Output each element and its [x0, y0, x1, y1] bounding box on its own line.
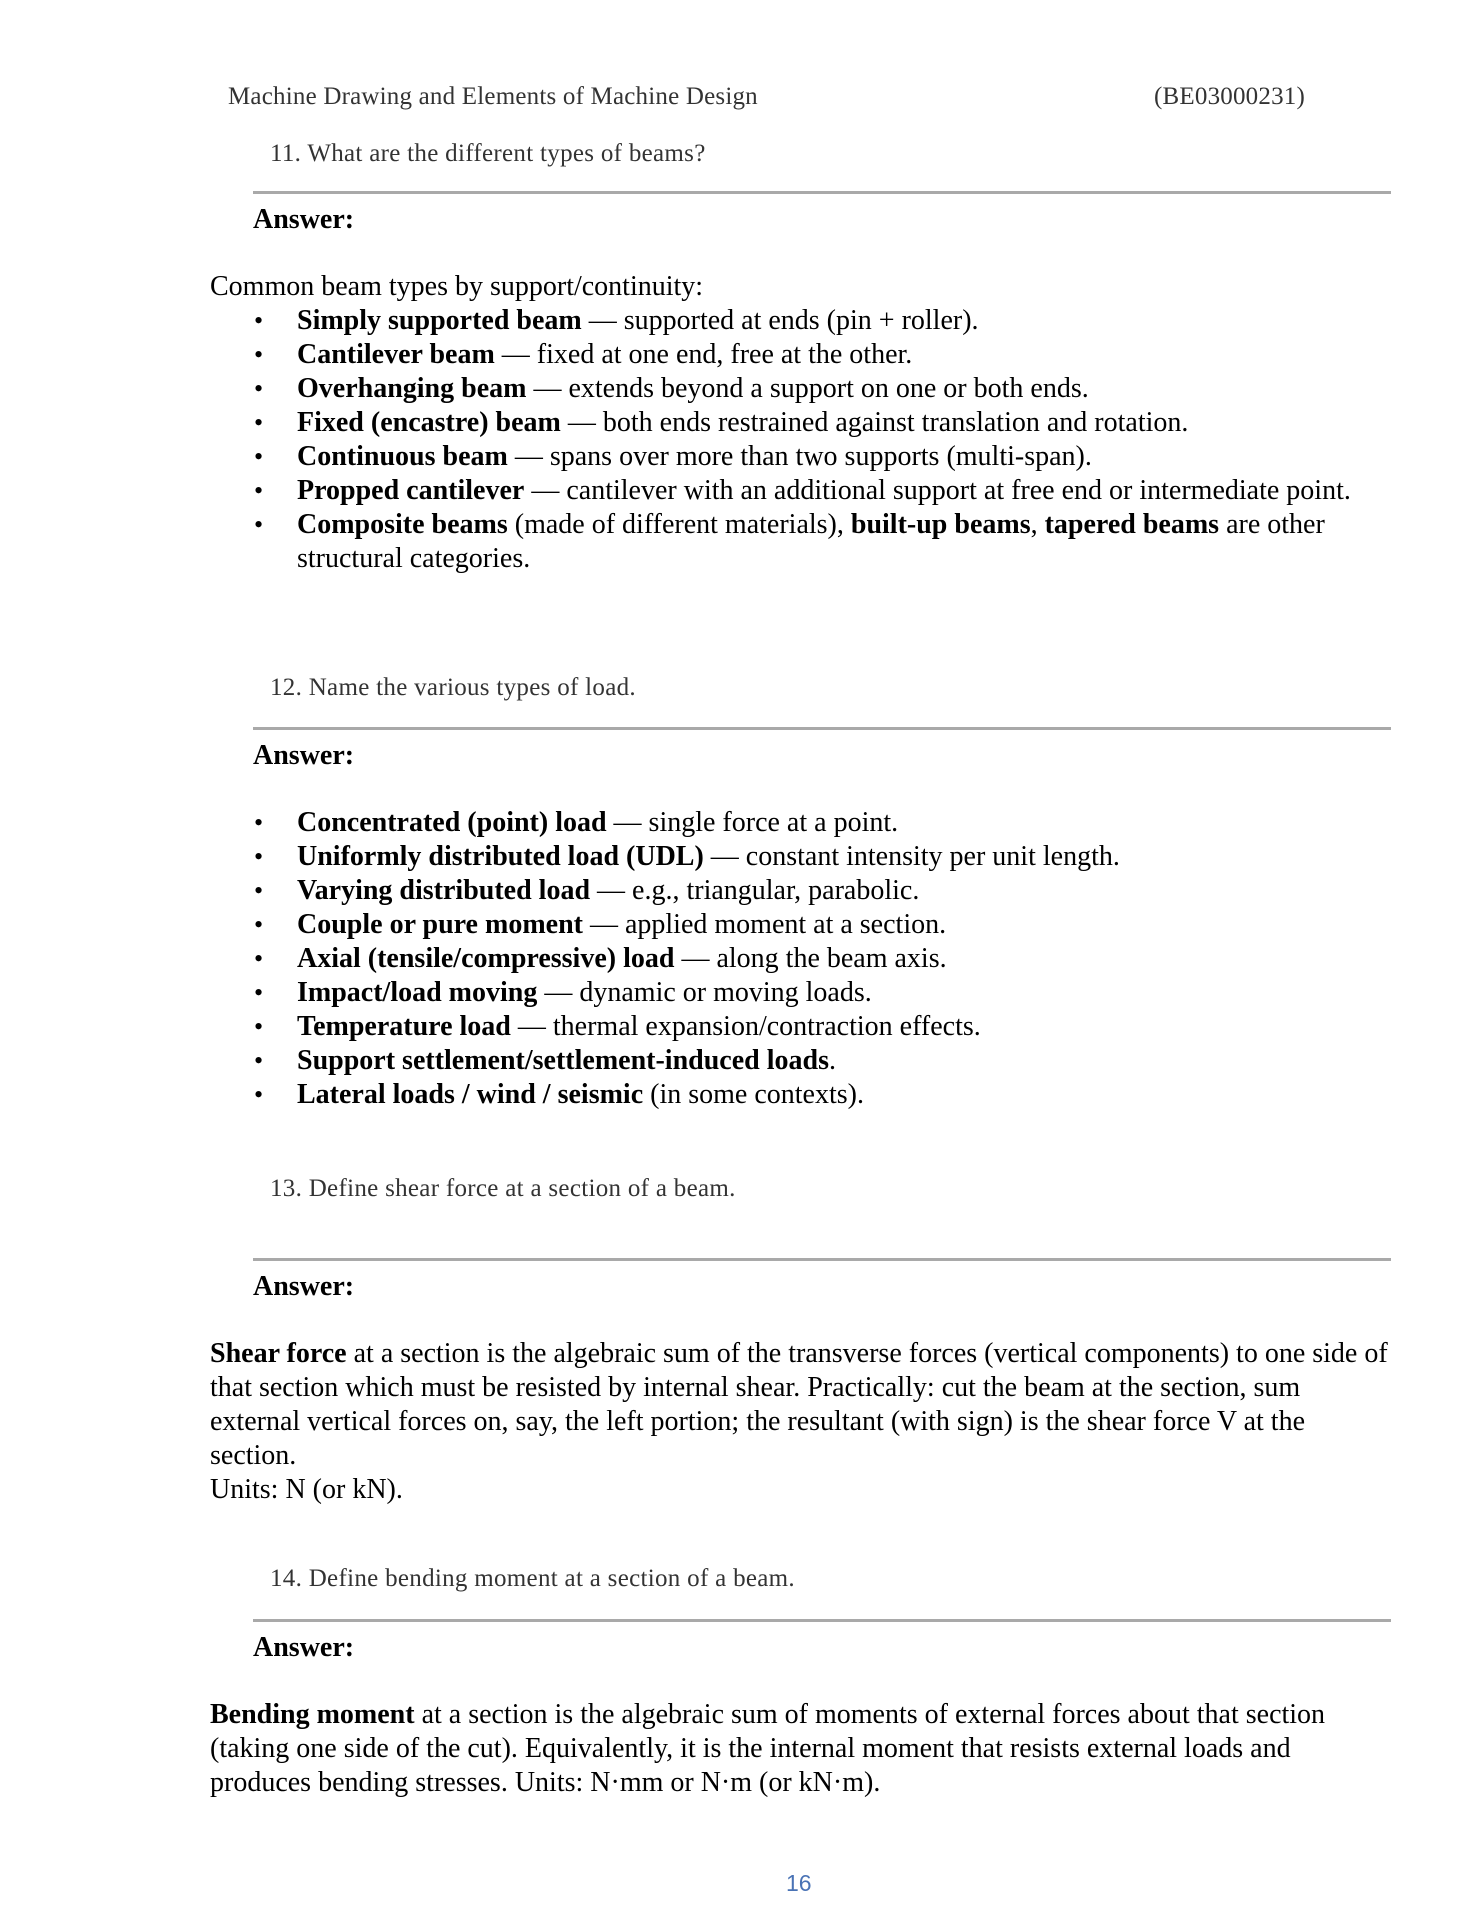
- list-item: • Impact/load moving — dynamic or moving loads.: [254, 976, 1384, 1010]
- answer-label: Answer:: [253, 204, 355, 235]
- divider: [253, 1258, 1391, 1261]
- divider: [253, 191, 1391, 194]
- list-item: • Uniformly distributed load (UDL) — constant intensity per unit length.: [254, 840, 1384, 874]
- shear-force-definition: Shear force at a section is the algebraic sum of the transverse forces (vertical components) to one side of that section which must be resisted by internal shear. Practically: cut the beam at the section, sum external vertical forces on, say, the left portion; the resultant (with sign) is the shear force V at the section.: [210, 1338, 1388, 1471]
- q13-answer: [210, 1337, 1395, 1507]
- beam-types-list: [254, 304, 1384, 576]
- shear-force-units: Units: N (or kN).: [210, 1474, 403, 1505]
- q14-answer: [210, 1698, 1395, 1800]
- list-item: • Fixed (encastre) beam — both ends restrained against translation and rotation.: [254, 406, 1384, 440]
- header-code: (BE03000231): [1154, 83, 1305, 110]
- answer-label: Answer:: [253, 740, 355, 771]
- question-11: 11. What are the different types of beams?: [270, 140, 706, 167]
- answer-label: Answer:: [253, 1271, 355, 1302]
- question-14: 14. Define bending moment at a section of a beam.: [270, 1565, 795, 1592]
- list-item: • Support settlement/settlement-induced loads.: [254, 1044, 1384, 1078]
- divider: [253, 727, 1391, 730]
- list-item: • Continuous beam — spans over more than two supports (multi-span).: [254, 440, 1384, 474]
- load-types-list: [254, 806, 1384, 1112]
- list-item: • Simply supported beam — supported at ends (pin + roller).: [254, 304, 1384, 338]
- q11-intro: Common beam types by support/continuity:: [210, 271, 704, 302]
- list-item: • Couple or pure moment — applied moment at a section.: [254, 908, 1384, 942]
- list-item: • Composite beams (made of different materials), built-up beams, tapered beams are other structural categories.: [254, 508, 1384, 576]
- list-item: • Varying distributed load — e.g., triangular, parabolic.: [254, 874, 1384, 908]
- answer-label: Answer:: [253, 1632, 355, 1663]
- question-13: 13. Define shear force at a section of a beam.: [270, 1175, 736, 1202]
- list-item: • Temperature load — thermal expansion/contraction effects.: [254, 1010, 1384, 1044]
- page-number: 16: [786, 1870, 812, 1896]
- question-12: 12. Name the various types of load.: [270, 674, 636, 701]
- list-item: • Cantilever beam — fixed at one end, free at the other.: [254, 338, 1384, 372]
- bending-moment-definition: Bending moment at a section is the algebraic sum of moments of external forces about that section (taking one side of the cut). Equivalently, it is the internal moment that resists external loads and produces bending stresses. Units: N·mm or N·m (or kN·m).: [210, 1699, 1326, 1798]
- header-title: Machine Drawing and Elements of Machine Design: [228, 83, 758, 110]
- divider: [253, 1619, 1391, 1622]
- list-item: • Concentrated (point) load — single force at a point.: [254, 806, 1384, 840]
- list-item: • Propped cantilever — cantilever with an additional support at free end or intermediate point.: [254, 474, 1384, 508]
- list-item: • Lateral loads / wind / seismic (in some contexts).: [254, 1078, 1384, 1112]
- list-item: • Overhanging beam — extends beyond a support on one or both ends.: [254, 372, 1384, 406]
- list-item: • Axial (tensile/compressive) load — along the beam axis.: [254, 942, 1384, 976]
